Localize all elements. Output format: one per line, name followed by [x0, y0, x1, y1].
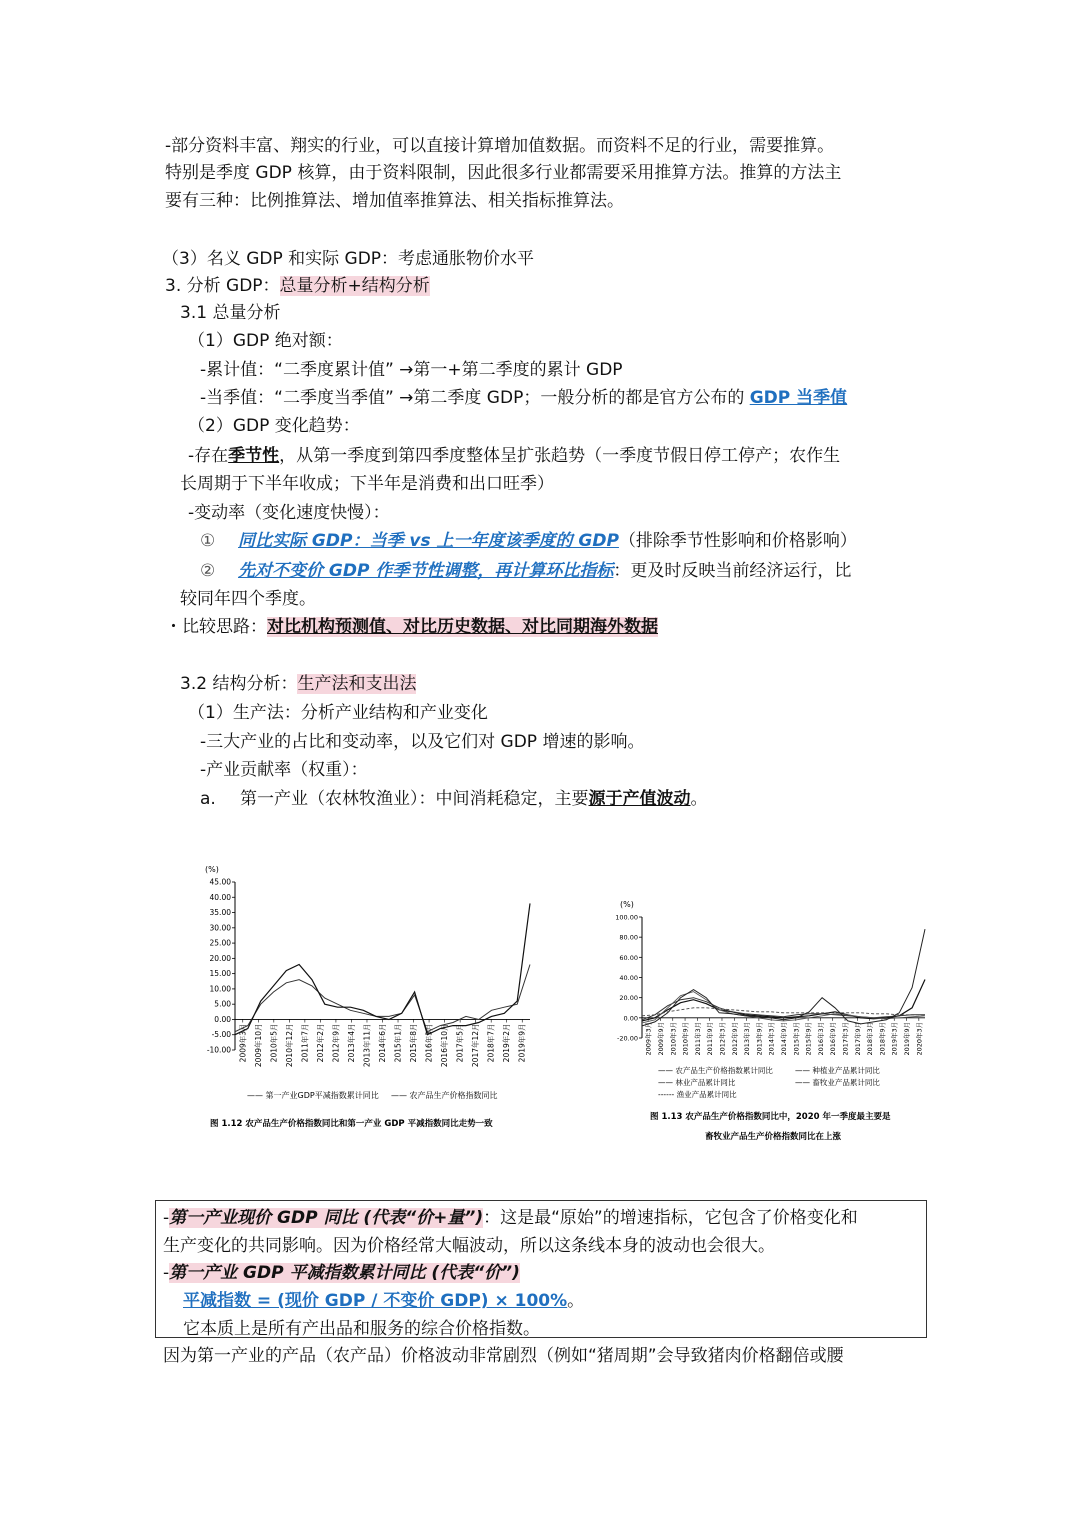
chart2-ytick-label: 40.00 — [619, 974, 638, 982]
box-line-5: 它本质上是所有产出品和服务的综合价格指数。 — [183, 1319, 540, 1339]
chart1-xtick-label: 2010年12月 — [284, 1023, 294, 1068]
chart2-series-2 — [642, 998, 925, 1020]
box-formula — [183, 1288, 584, 1314]
chart1-xtick-label: 2014年6月 — [378, 1023, 387, 1063]
chart1-ytick-label: 25.00 — [209, 938, 231, 948]
item-a-label: a. — [200, 789, 216, 809]
production-method: （1）生产法：分析产业结构和产业变化 — [188, 703, 488, 723]
chart1-xtick-label: 2016年3月 — [424, 1023, 434, 1063]
chart2-legend-2: —— 种植业产品累计同比 — [795, 1066, 880, 1075]
compare-prefix: ・比较思路： — [165, 617, 267, 637]
box-line-1-prefix: - — [163, 1208, 170, 1228]
chart2-legend-1: —— 农产品生产价格指数累计同比 — [658, 1066, 773, 1075]
chart2-caption: 图 1.13 农产品生产价格指数同比中，2020 年一季度最主要是 — [650, 1112, 891, 1122]
seasonality-line-2: 长周期于下半年收成；下半年是消费和出口旺季） — [180, 474, 554, 494]
chart2-xtick-label: 2018年9月 — [878, 1021, 887, 1056]
chart1-caption: 图 1.12 农产品生产价格指数同比和第一产业 GDP 平减指数同比走势一致 — [210, 1119, 493, 1129]
chart2-xtick-label: 2011年3月 — [693, 1021, 702, 1056]
chart2-xtick-label: 2010年3月 — [669, 1021, 678, 1056]
chart1-xtick-label: 2009年10月 — [253, 1023, 263, 1068]
chart2-xtick-label: 2013年9月 — [755, 1021, 764, 1056]
box-line-2: 生产变化的共同影响。因为价格经常大幅波动，所以这条线本身的波动也会很大。 — [163, 1236, 775, 1256]
chart2-ytick-label: -20.00 — [617, 1034, 638, 1043]
chart1-ytick-label: 45.00 — [209, 877, 231, 887]
chart1-ytick-label: 40.00 — [209, 892, 231, 902]
intro-line-3: 要有三种：比例推算法、增加值率推算法、相关指标推算法。 — [165, 191, 624, 211]
chart2-ytick-label: 0.00 — [623, 1014, 638, 1023]
chart2-xtick-label: 2017年3月 — [841, 1021, 850, 1056]
chart2-xtick-label: 2010年9月 — [681, 1021, 690, 1056]
deflator-formula-link[interactable]: 平减指数 = (现价 GDP / 不变价 GDP) × 100% — [183, 1291, 568, 1311]
section-3-1-heading: 3.1 总量分析 — [180, 303, 281, 323]
industry-contribution: -产业贡献率（权重）： — [200, 760, 368, 780]
chart1-xtick-label: 2012年9月 — [331, 1023, 341, 1063]
chart2-xtick-label: 2018年3月 — [866, 1021, 875, 1056]
chart1-xtick-label: 2015年1月 — [393, 1023, 403, 1063]
box-line-6: 因为第一产业的产品（农产品）价格波动非常剧烈（例如“猪周期”会导致猪肉价格翻倍或腰 — [163, 1346, 844, 1366]
chart2-ytick-label: 20.00 — [619, 994, 638, 1003]
seasonality-line-1 — [188, 443, 840, 469]
chart1-ytick-label: 30.00 — [209, 923, 231, 933]
chart2-ytick-label: 100.00 — [615, 913, 638, 922]
formula-end: 。 — [567, 1291, 585, 1311]
chart2-xtick-label: 2012年3月 — [718, 1021, 727, 1056]
chart2-series-5 — [642, 1008, 925, 1016]
chart1-ytick-label: 20.00 — [209, 953, 231, 963]
chart2-series-1 — [642, 980, 925, 1021]
chart2-xtick-label: 2014年9月 — [780, 1021, 788, 1056]
chart2-xtick-label: 2009年3月 — [644, 1021, 653, 1056]
chart2-ylabel: (%) — [620, 900, 634, 909]
chart2-xtick-label: 2019年9月 — [903, 1021, 912, 1056]
chart2-legend-3: —— 林业产品累计同比 — [658, 1078, 736, 1087]
chart2-xtick-label: 2012年9月 — [730, 1021, 739, 1056]
box-line-3-prefix: - — [163, 1263, 170, 1283]
chart1-xtick-label: 2010年5月 — [269, 1023, 279, 1063]
box-nominal-gdp-yoy: 第一产业现价 GDP 同比 (代表“价+量”) — [169, 1208, 484, 1228]
chart2-xtick-label: 2015年3月 — [792, 1021, 801, 1056]
three-industries: -三大产业的占比和变动率，以及它们对 GDP 增速的影响。 — [200, 732, 645, 752]
chart1-xtick-label: 2019年2月 — [502, 1023, 512, 1063]
chart2-xtick-label: 2017年9月 — [853, 1021, 862, 1056]
gdp-absolute-heading: （1）GDP 绝对额： — [188, 331, 343, 351]
chart-gdp-deflator — [195, 860, 555, 1140]
chart1-xtick-label: 2012年2月 — [315, 1023, 325, 1063]
method-1-number: ① — [200, 531, 216, 551]
item-a-text: 第一产业（农林牧渔业）：中间消耗稳定，主要 — [240, 789, 589, 809]
chart1-xtick-label: 2013年4月 — [346, 1023, 356, 1063]
chart1-ytick-label: 10.00 — [209, 984, 231, 994]
change-rate-heading: -变动率（变化速度快慢）： — [188, 503, 390, 523]
seasonality-prefix: -存在 — [188, 446, 229, 466]
nominal-real-gdp: （3）名义 GDP 和实际 GDP：考虑通胀物价水平 — [162, 249, 535, 269]
method-2-number: ② — [200, 561, 216, 581]
intro-line-2: 特别是季度 GDP 核算，由于资料限制，因此很多行业都需要采用推算方法。推算的方法主 — [165, 163, 842, 183]
chart2-xtick-label: 2015年9月 — [804, 1021, 813, 1056]
chart1-xtick-label: 2011年7月 — [300, 1023, 310, 1063]
chart1-xtick-label: 2019年9月 — [517, 1023, 527, 1063]
analyze-highlight: 总量分析+结构分析 — [279, 276, 430, 296]
chart1-xtick-label: 2009年3月 — [238, 1023, 248, 1063]
chart2-xtick-label: 2019年3月 — [890, 1021, 899, 1056]
item-a-end: 。 — [690, 789, 708, 809]
box-line-1 — [163, 1205, 858, 1231]
chart2-legend-4: —— 畜牧业产品累计同比 — [795, 1078, 880, 1087]
chart1-ylabel: (%) — [205, 865, 219, 874]
chart2-xtick-label: 2011年9月 — [706, 1021, 715, 1056]
method-2-line-2: 较同年四个季度。 — [180, 589, 316, 609]
yoy-real-gdp-link[interactable]: 同比实际 GDP：当季 vs 上一年度该季度的 GDP — [238, 531, 619, 551]
seasonality-rest: ，从第一季度到第四季度整体呈扩张趋势（一季度节假日停工停产；农作生 — [279, 446, 841, 466]
section-3-2-highlight: 生产法和支出法 — [297, 674, 417, 694]
chart1-xtick-label: 2017年5月 — [455, 1023, 465, 1063]
chart2-ytick-label: 60.00 — [619, 953, 638, 962]
chart2-xtick-label: 2020年3月 — [915, 1021, 924, 1056]
primary-industry-item — [200, 786, 708, 812]
compare-approach — [165, 614, 658, 640]
chart1-legend-ppi: —— 农产品生产价格指数同比 — [391, 1091, 498, 1100]
seasonality-term: 季节性 — [228, 446, 280, 466]
chart2-xtick-label: 2014年3月 — [767, 1021, 776, 1056]
chart1-ytick-label: 15.00 — [209, 969, 231, 979]
chart1-ytick-label: 35.00 — [209, 908, 231, 918]
gdp-trend-heading: （2）GDP 变化趋势： — [188, 416, 360, 436]
chart1-xtick-label: 2013年11月 — [362, 1023, 372, 1068]
chart2-xtick-label: 2009年9月 — [656, 1021, 665, 1056]
chart2-xtick-label: 2016年9月 — [829, 1021, 838, 1056]
chart1-ytick-label: -5.00 — [211, 1030, 231, 1040]
method-1-note: （排除季节性影响和价格影响） — [618, 531, 857, 551]
chart2-xtick-label: 2013年3月 — [743, 1021, 752, 1056]
intro-line-1: -部分资料丰富、翔实的行业，可以直接计算增加值数据。而资料不足的行业，需要推算。 — [165, 136, 835, 156]
box-deflator-yoy: 第一产业 GDP 平减指数累计同比 (代表“价”) — [169, 1263, 520, 1283]
method-2 — [200, 558, 851, 584]
current-quarter-value — [200, 385, 847, 411]
compare-highlight: 对比机构预测值、对比历史数据、对比同期海外数据 — [267, 617, 658, 637]
chart2-xtick-label: 2016年3月 — [816, 1021, 825, 1056]
chart2-ytick-label: 80.00 — [619, 933, 638, 942]
chart-agri-price-index — [600, 895, 940, 1150]
method-2-note: ：更及时反映当前经济运行，比 — [613, 561, 852, 581]
chart1-ytick-label: -10.00 — [206, 1045, 231, 1055]
chart1-legend-deflator: —— 第一产业GDP平减指数累计同比 — [247, 1091, 379, 1100]
chart1-ytick-label: 0.00 — [214, 1014, 231, 1024]
chart2-caption-2: 畜牧业产品生产价格指数同比在上涨 — [705, 1132, 842, 1142]
chart1-ytick-label: 5.00 — [214, 999, 231, 1009]
chart2-series-4 — [642, 929, 925, 1026]
current-quarter-text: -当季值：“二季度当季值” →第二季度 GDP；一般分析的都是官方公布的 — [200, 388, 750, 408]
chart1-xtick-label: 2018年7月 — [486, 1023, 496, 1063]
seasonal-adjust-link[interactable]: 先对不变价 GDP 作季节性调整，再计算环比指标 — [238, 561, 614, 581]
analyze-gdp-heading — [165, 273, 430, 299]
chart1-xtick-label: 2016年10月 — [440, 1023, 450, 1068]
chart1-xtick-label: 2017年12月 — [471, 1023, 481, 1068]
item-a-bold: 源于产值波动 — [588, 789, 691, 809]
chart2-legend-5: ------ 渔业产品累计同比 — [658, 1090, 737, 1099]
section-3-2-heading — [180, 671, 416, 697]
box-line-3 — [163, 1260, 520, 1286]
box-line-1-rest: ：这是最“原始”的增速指标，它包含了价格变化和 — [483, 1208, 858, 1228]
cumulative-value: -累计值：“二季度累计值” →第一+第二季度的累计 GDP — [200, 360, 623, 380]
chart1-xtick-label: 2015年8月 — [409, 1023, 419, 1063]
method-1 — [200, 528, 857, 554]
analyze-prefix: 3. 分析 GDP： — [165, 276, 280, 296]
gdp-quarter-link[interactable]: GDP 当季值 — [749, 388, 848, 408]
section-3-2-prefix: 3.2 结构分析： — [180, 674, 298, 694]
